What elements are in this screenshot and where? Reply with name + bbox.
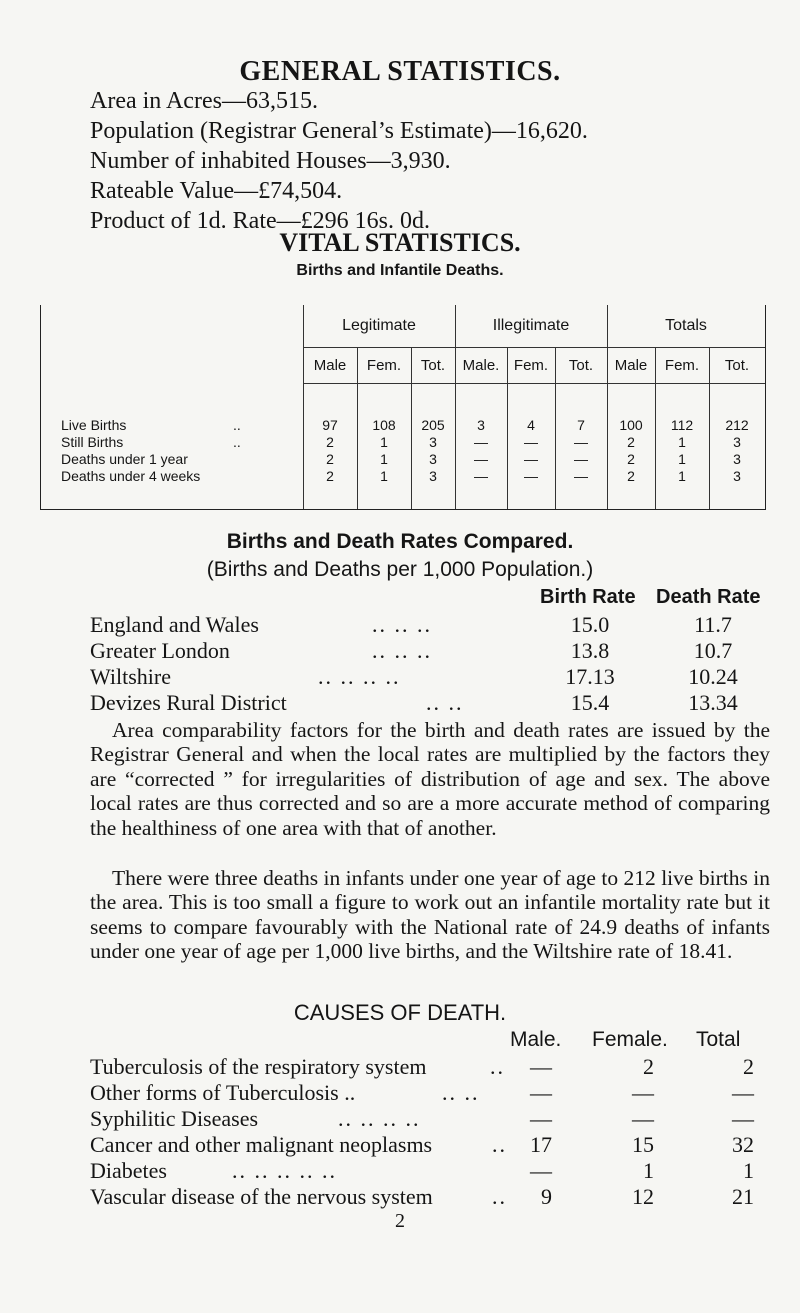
rateable-value-line: Rateable Value—£74,504.: [90, 178, 343, 204]
table-cell: 1: [380, 434, 388, 450]
table-cell: 3: [429, 451, 437, 467]
male-count: 9: [541, 1184, 552, 1209]
table-cell: 108: [372, 417, 396, 433]
table-cell: —: [524, 434, 538, 450]
cause-dots: ..: [492, 1132, 507, 1157]
infant-deaths-paragraph: There were three deaths in infants under one year of age to 212 live births in the area. This is too small a figure to work out an infantile mortality rate but it seems to compare favourably with the National rate of 24.9 deaths of infants under one year of age per 1,000 live births, and the Wiltshire rate of 18.41.: [90, 866, 770, 964]
comparability-paragraph: Area comparability factors for the birth and death rates are issued by the Registrar General and when the local rates are multiplied by the factors they are “corrected ” for irregularities of distribution of age and sex. The above local rates are thus corrected and so are a more accurate method of comparing the healthiness of one area with that of another.: [90, 718, 770, 840]
male-count: 17: [530, 1132, 552, 1157]
col-total: Total: [696, 1028, 741, 1051]
group-totals: Totals: [665, 317, 707, 334]
col-death-rate: Death Rate: [656, 586, 761, 608]
total-count: 21: [732, 1184, 754, 1209]
table-cell: 2: [326, 451, 334, 467]
table-cell: —: [524, 451, 538, 467]
death-rate-value: 10.24: [688, 664, 738, 689]
male-count: —: [530, 1080, 552, 1105]
table-cell: 1: [678, 434, 686, 450]
table-cell: 205: [421, 417, 445, 433]
cause-dots: .. .. .. .. ..: [232, 1158, 337, 1183]
female-count: 15: [632, 1132, 654, 1157]
cause-label: Diabetes: [90, 1158, 167, 1183]
table-cell: 1: [678, 468, 686, 484]
death-rate-value: 10.7: [693, 638, 733, 663]
total-count: 2: [743, 1054, 754, 1079]
births-deaths-table: [40, 305, 766, 510]
rate-product-line: Product of 1d. Rate—£296 16s. 0d.: [90, 208, 430, 234]
table-cell: 3: [429, 434, 437, 450]
birth-rate-value: 15.4: [570, 690, 610, 715]
col-illeg-tot: Tot.: [568, 357, 594, 374]
col-illeg-male: Male.: [462, 357, 500, 374]
table-cell: 4: [527, 417, 535, 433]
cause-label: Syphilitic Diseases: [90, 1106, 259, 1131]
col-legit-male: Male: [313, 357, 347, 374]
col-total-male: Male: [614, 357, 648, 374]
col-legit-fem: Fem.: [366, 357, 402, 374]
rate-dots: .. .. .. ..: [318, 664, 401, 689]
table-cell: —: [574, 468, 588, 484]
male-count: —: [530, 1106, 552, 1131]
row-label: Live Births ..: [61, 417, 241, 433]
birth-rate-value: 13.8: [570, 638, 610, 663]
table-cell: —: [574, 451, 588, 467]
col-male: Male.: [510, 1028, 562, 1051]
total-count: 32: [732, 1132, 754, 1157]
table-cell: —: [474, 434, 488, 450]
rates-title: Births and Death Rates Compared.: [226, 530, 574, 553]
table-cell: 112: [670, 417, 694, 433]
table-cell: 2: [326, 468, 334, 484]
death-rate-value: 11.7: [694, 612, 732, 637]
rate-label: England and Wales: [90, 612, 259, 637]
area-line: Area in Acres—63,515.: [90, 88, 318, 114]
death-rate-value: 13.34: [688, 690, 738, 715]
table-cell: 2: [627, 468, 635, 484]
table-cell: 1: [380, 451, 388, 467]
causes-title: CAUSES OF DEATH.: [293, 1000, 507, 1025]
rate-dots: .. ..: [426, 690, 464, 715]
cause-dots: .. .. .. ..: [338, 1106, 421, 1131]
cause-label: Tuberculosis of the respiratory system: [90, 1054, 427, 1079]
table-cell: 3: [733, 434, 741, 450]
female-count: —: [632, 1080, 654, 1105]
rate-label: Wiltshire: [90, 664, 171, 689]
row-label: Deaths under 1 year: [61, 451, 188, 467]
vital-statistics-title: VITAL STATISTICS.: [279, 228, 521, 257]
female-count: 1: [643, 1158, 654, 1183]
rate-label: Devizes Rural District: [90, 690, 287, 715]
table-cell: 212: [725, 417, 749, 433]
birth-rate-value: 15.0: [570, 612, 610, 637]
col-legit-tot: Tot.: [420, 357, 446, 374]
population-line: Population (Registrar General’s Estimate)—16,620.: [90, 118, 588, 144]
table-cell: —: [524, 468, 538, 484]
total-count: —: [732, 1106, 754, 1131]
table-cell: 2: [627, 434, 635, 450]
table-cell: 1: [380, 468, 388, 484]
page-number: 2: [395, 1210, 405, 1232]
row-label: Still Births ..: [61, 434, 241, 450]
female-count: —: [632, 1106, 654, 1131]
cause-label: Other forms of Tuberculosis ..: [90, 1080, 356, 1105]
male-count: —: [530, 1158, 552, 1183]
vital-statistics-subtitle: Births and Infantile Deaths.: [296, 262, 504, 279]
female-count: 2: [643, 1054, 654, 1079]
rate-label: Greater London: [90, 638, 230, 663]
col-illeg-fem: Fem.: [513, 357, 549, 374]
birth-rate-value: 17.13: [565, 664, 615, 689]
table-cell: 3: [477, 417, 485, 433]
table-cell: 2: [627, 451, 635, 467]
table-cell: 100: [619, 417, 643, 433]
cause-dots: ..: [492, 1184, 507, 1209]
table-cell: 3: [429, 468, 437, 484]
rate-dots: .. .. ..: [372, 638, 432, 663]
row-label: Deaths under 4 weeks: [61, 468, 201, 484]
total-count: 1: [743, 1158, 754, 1183]
table-cell: —: [474, 451, 488, 467]
general-statistics-title: GENERAL STATISTICS.: [239, 56, 561, 87]
female-count: 12: [632, 1184, 654, 1209]
male-count: —: [530, 1054, 552, 1079]
cause-label: Vascular disease of the nervous system: [90, 1184, 433, 1209]
col-total-fem: Fem.: [664, 357, 700, 374]
col-total-tot: Tot.: [724, 357, 750, 374]
table-cell: 97: [322, 417, 338, 433]
table-cell: —: [474, 468, 488, 484]
table-cell: —: [574, 434, 588, 450]
total-count: —: [732, 1080, 754, 1105]
cause-label: Cancer and other malignant neoplasms: [90, 1132, 433, 1157]
rate-dots: .. .. ..: [372, 612, 432, 637]
table-cell: 7: [577, 417, 585, 433]
group-legitimate: Legitimate: [342, 317, 416, 334]
table-cell: 3: [733, 451, 741, 467]
houses-line: Number of inhabited Houses—3,930.: [90, 148, 451, 174]
table-cell: 3: [733, 468, 741, 484]
col-female: Female.: [592, 1028, 668, 1051]
table-cell: 2: [326, 434, 334, 450]
group-illegitimate: Illegitimate: [492, 317, 570, 334]
cause-dots: .. ..: [442, 1080, 480, 1105]
table-cell: 1: [678, 451, 686, 467]
col-birth-rate: Birth Rate: [540, 586, 636, 608]
cause-dots: ..: [490, 1054, 505, 1079]
rates-subtitle: (Births and Deaths per 1,000 Population.): [206, 558, 594, 581]
